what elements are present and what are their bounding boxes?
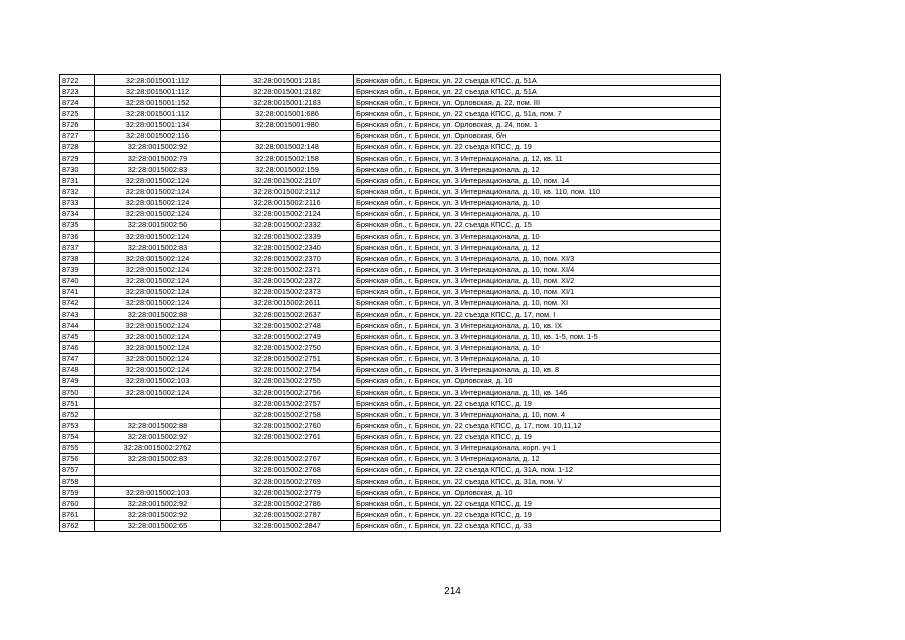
row-number-cell: 8750 bbox=[60, 386, 95, 397]
address-cell: Брянская обл., г. Брянск, ул. 22 съезда КПСС, д. 51А bbox=[354, 86, 721, 97]
address-cell: Брянская обл., г. Брянск, ул. 3 Интернационала, д. 10, кв. 8 bbox=[354, 364, 721, 375]
address-cell: Брянская обл., г. Брянск, ул. 3 Интернационала, д. 10, пом. 14 bbox=[354, 175, 721, 186]
address-cell: Брянская обл., г. Брянск, ул. 3 Интернационала, д. 10, кв. 110, пом. 110 bbox=[354, 186, 721, 197]
row-number-cell: 8753 bbox=[60, 420, 95, 431]
row-number-cell: 8743 bbox=[60, 308, 95, 319]
parcel-number-cell: 32:28:0015002:124 bbox=[95, 386, 221, 397]
row-number-cell: 8746 bbox=[60, 342, 95, 353]
address-cell: Брянская обл., г. Брянск, ул. 22 съезда КПСС, д. 19 bbox=[354, 509, 721, 520]
table-row bbox=[60, 342, 721, 353]
address-cell: Брянская обл., г. Брянск, ул. 3 Интернационала, д. 10, пом. 4 bbox=[354, 409, 721, 420]
object-number-cell: 32:28:0015002:2112 bbox=[221, 186, 354, 197]
object-number-cell bbox=[221, 130, 354, 141]
object-number-cell bbox=[221, 442, 354, 453]
row-number-cell: 8742 bbox=[60, 297, 95, 308]
row-number-cell: 8745 bbox=[60, 331, 95, 342]
row-number-cell: 8735 bbox=[60, 219, 95, 230]
address-cell: Брянская обл., г. Брянск, ул. 3 Интернационала, д. 12 bbox=[354, 453, 721, 464]
table-row bbox=[60, 119, 721, 130]
address-cell: Брянская обл., г. Брянск, ул. Орловская, д. 24, пом. 1 bbox=[354, 119, 721, 130]
address-cell: Брянская обл., г. Брянск, ул. 3 Интернационала, корп. уч 1 bbox=[354, 442, 721, 453]
object-number-cell: 32:28:0015002:2786 bbox=[221, 498, 354, 509]
parcel-number-cell: 32:28:0015001:112 bbox=[95, 86, 221, 97]
parcel-number-cell: 32:28:0015002:124 bbox=[95, 208, 221, 219]
address-cell: Брянская обл., г. Брянск, ул. 3 Интернационала, д. 12, кв. 11 bbox=[354, 152, 721, 163]
row-number-cell: 8737 bbox=[60, 242, 95, 253]
parcel-number-cell bbox=[95, 398, 221, 409]
table-body bbox=[60, 75, 721, 532]
address-cell: Брянская обл., г. Брянск, ул. 22 съезда КПСС, д. 17, пом. I bbox=[354, 308, 721, 319]
object-number-cell: 32:28:0015002:2373 bbox=[221, 286, 354, 297]
parcel-number-cell: 32:28:0015002:124 bbox=[95, 186, 221, 197]
address-cell: Брянская обл., г. Брянск, ул. 22 съезда КПСС, д. 19 bbox=[354, 498, 721, 509]
parcel-number-cell: 32:28:0015002:124 bbox=[95, 286, 221, 297]
parcel-number-cell: 32:28:0015001:112 bbox=[95, 75, 221, 86]
object-number-cell: 32:28:0015002:2757 bbox=[221, 398, 354, 409]
address-cell: Брянская обл., г. Брянск, ул. 22 съезда КПСС, д. 17, пом. 10,11,12 bbox=[354, 420, 721, 431]
address-cell: Брянская обл., г. Брянск, ул. 3 Интернационала, д. 10 bbox=[354, 208, 721, 219]
row-number-cell: 8757 bbox=[60, 464, 95, 475]
parcel-number-cell bbox=[95, 476, 221, 487]
address-cell: Брянская обл., г. Брянск, ул. 22 съезда КПСС, д. 31а, пом. V bbox=[354, 476, 721, 487]
parcel-number-cell: 32:28:0015002:124 bbox=[95, 353, 221, 364]
object-number-cell: 32:28:0015002:2339 bbox=[221, 230, 354, 241]
row-number-cell: 8759 bbox=[60, 487, 95, 498]
parcel-number-cell: 32:28:0015002:124 bbox=[95, 331, 221, 342]
address-cell: Брянская обл., г. Брянск, ул. 3 Интернационала, д. 10, пом. XI/2 bbox=[354, 275, 721, 286]
address-cell: Брянская обл., г. Брянск, ул. 3 Интернационала, д. 12 bbox=[354, 164, 721, 175]
object-number-cell: 32:28:0015001:2183 bbox=[221, 97, 354, 108]
table-row bbox=[60, 320, 721, 331]
object-number-cell: 32:28:0015002:2755 bbox=[221, 375, 354, 386]
row-number-cell: 8736 bbox=[60, 230, 95, 241]
parcel-number-cell: 32:28:0015002:92 bbox=[95, 141, 221, 152]
object-number-cell: 32:28:0015002:2756 bbox=[221, 386, 354, 397]
row-number-cell: 8762 bbox=[60, 520, 95, 531]
table-row bbox=[60, 164, 721, 175]
object-number-cell: 32:28:0015001:2181 bbox=[221, 75, 354, 86]
address-cell: Брянская обл., г. Брянск, ул. 3 Интернационала, д. 10, пом. XI/4 bbox=[354, 264, 721, 275]
table-row bbox=[60, 108, 721, 119]
parcel-number-cell: 32:28:0015002:2762 bbox=[95, 442, 221, 453]
table-row bbox=[60, 175, 721, 186]
object-number-cell: 32:28:0015002:2611 bbox=[221, 297, 354, 308]
row-number-cell: 8748 bbox=[60, 364, 95, 375]
row-number-cell: 8729 bbox=[60, 152, 95, 163]
row-number-cell: 8756 bbox=[60, 453, 95, 464]
table-row bbox=[60, 398, 721, 409]
row-number-cell: 8728 bbox=[60, 141, 95, 152]
object-number-cell: 32:28:0015002:2760 bbox=[221, 420, 354, 431]
parcel-number-cell bbox=[95, 409, 221, 420]
object-number-cell: 32:28:0015002:2749 bbox=[221, 331, 354, 342]
address-cell: Брянская обл., г. Брянск, ул. 3 Интернационала, д. 10, пом. XI/3 bbox=[354, 253, 721, 264]
object-number-cell: 32:28:0015002:2371 bbox=[221, 264, 354, 275]
object-number-cell: 32:28:0015002:2751 bbox=[221, 353, 354, 364]
object-number-cell: 32:28:0015002:2754 bbox=[221, 364, 354, 375]
row-number-cell: 8738 bbox=[60, 253, 95, 264]
address-cell: Брянская обл., г. Брянск, ул. 3 Интернационала, д. 10 bbox=[354, 342, 721, 353]
table-row bbox=[60, 297, 721, 308]
object-number-cell: 32:28:0015002:2370 bbox=[221, 253, 354, 264]
row-number-cell: 8754 bbox=[60, 431, 95, 442]
object-number-cell: 32:28:0015002:2767 bbox=[221, 453, 354, 464]
address-cell: Брянская обл., г. Брянск, ул. 22 съезда КПСС, д. 19 bbox=[354, 141, 721, 152]
parcel-number-cell: 32:28:0015001:134 bbox=[95, 119, 221, 130]
object-number-cell: 32:28:0015002:2847 bbox=[221, 520, 354, 531]
table-row bbox=[60, 75, 721, 86]
row-number-cell: 8740 bbox=[60, 275, 95, 286]
object-number-cell: 32:28:0015002:2332 bbox=[221, 219, 354, 230]
parcel-number-cell: 32:28:0015002:92 bbox=[95, 498, 221, 509]
parcel-number-cell: 32:28:0015002:124 bbox=[95, 197, 221, 208]
parcel-number-cell: 32:28:0015002:88 bbox=[95, 308, 221, 319]
parcel-number-cell: 32:28:0015002:124 bbox=[95, 175, 221, 186]
object-number-cell: 32:28:0015002:2340 bbox=[221, 242, 354, 253]
row-number-cell: 8726 bbox=[60, 119, 95, 130]
object-number-cell: 32:28:0015001:686 bbox=[221, 108, 354, 119]
table-row bbox=[60, 152, 721, 163]
table-row bbox=[60, 219, 721, 230]
object-number-cell: 32:28:0015002:2758 bbox=[221, 409, 354, 420]
table-row bbox=[60, 431, 721, 442]
object-number-cell: 32:28:0015002:2124 bbox=[221, 208, 354, 219]
address-cell: Брянская обл., г. Брянск, ул. 3 Интернационала, д. 10, пом. XI bbox=[354, 297, 721, 308]
table-row bbox=[60, 386, 721, 397]
row-number-cell: 8752 bbox=[60, 409, 95, 420]
property-registry-table bbox=[59, 74, 721, 532]
parcel-number-cell: 32:28:0015001:152 bbox=[95, 97, 221, 108]
parcel-number-cell: 32:28:0015002:116 bbox=[95, 130, 221, 141]
object-number-cell: 32:28:0015002:2750 bbox=[221, 342, 354, 353]
object-number-cell: 32:28:0015002:2637 bbox=[221, 308, 354, 319]
parcel-number-cell: 32:28:0015002:124 bbox=[95, 253, 221, 264]
row-number-cell: 8741 bbox=[60, 286, 95, 297]
address-cell: Брянская обл., г. Брянск, ул. 3 Интернационала, д. 10, кв. IX bbox=[354, 320, 721, 331]
table-row bbox=[60, 230, 721, 241]
row-number-cell: 8727 bbox=[60, 130, 95, 141]
object-number-cell: 32:28:0015001:980 bbox=[221, 119, 354, 130]
object-number-cell: 32:28:0015002:2372 bbox=[221, 275, 354, 286]
table-row bbox=[60, 186, 721, 197]
parcel-number-cell: 32:28:0015002:103 bbox=[95, 487, 221, 498]
parcel-number-cell: 32:28:0015002:124 bbox=[95, 297, 221, 308]
table-row bbox=[60, 364, 721, 375]
page-number: 214 bbox=[444, 586, 461, 597]
object-number-cell: 32:28:0015002:2761 bbox=[221, 431, 354, 442]
parcel-number-cell: 32:28:0015002:56 bbox=[95, 219, 221, 230]
table-row bbox=[60, 242, 721, 253]
table-row bbox=[60, 286, 721, 297]
table-row bbox=[60, 197, 721, 208]
table-row bbox=[60, 208, 721, 219]
address-cell: Брянская обл., г. Брянск, ул. 22 съезда КПСС, д. 51а, пом. 7 bbox=[354, 108, 721, 119]
row-number-cell: 8725 bbox=[60, 108, 95, 119]
row-number-cell: 8758 bbox=[60, 476, 95, 487]
table-row bbox=[60, 86, 721, 97]
parcel-number-cell: 32:28:0015002:124 bbox=[95, 275, 221, 286]
address-cell: Брянская обл., г. Брянск, ул. Орловская, д. 22, пом. III bbox=[354, 97, 721, 108]
parcel-number-cell: 32:28:0015002:124 bbox=[95, 264, 221, 275]
row-number-cell: 8733 bbox=[60, 197, 95, 208]
address-cell: Брянская обл., г. Брянск, ул. 3 Интернационала, д. 10, пом. XI/1 bbox=[354, 286, 721, 297]
table-row bbox=[60, 130, 721, 141]
table-row bbox=[60, 308, 721, 319]
parcel-number-cell: 32:28:0015002:83 bbox=[95, 242, 221, 253]
document-table-container bbox=[59, 74, 721, 532]
row-number-cell: 8731 bbox=[60, 175, 95, 186]
table-row bbox=[60, 264, 721, 275]
object-number-cell: 32:28:0015002:158 bbox=[221, 152, 354, 163]
row-number-cell: 8749 bbox=[60, 375, 95, 386]
parcel-number-cell: 32:28:0015002:88 bbox=[95, 420, 221, 431]
table-row bbox=[60, 420, 721, 431]
object-number-cell: 32:28:0015002:2748 bbox=[221, 320, 354, 331]
row-number-cell: 8751 bbox=[60, 398, 95, 409]
row-number-cell: 8747 bbox=[60, 353, 95, 364]
object-number-cell: 32:28:0015002:148 bbox=[221, 141, 354, 152]
object-number-cell: 32:28:0015002:159 bbox=[221, 164, 354, 175]
table-row bbox=[60, 487, 721, 498]
table-row bbox=[60, 509, 721, 520]
object-number-cell: 32:28:0015001:2182 bbox=[221, 86, 354, 97]
address-cell: Брянская обл., г. Брянск, ул. 22 съезда КПСС, д. 15 bbox=[354, 219, 721, 230]
address-cell: Брянская обл., г. Брянск, ул. 3 Интернационала, д. 10, кв. 146 bbox=[354, 386, 721, 397]
address-cell: Брянская обл., г. Брянск, ул. 22 съезда КПСС, д. 19 bbox=[354, 398, 721, 409]
parcel-number-cell: 32:28:0015002:124 bbox=[95, 320, 221, 331]
row-number-cell: 8744 bbox=[60, 320, 95, 331]
table-row bbox=[60, 141, 721, 152]
address-cell: Брянская обл., г. Брянск, ул. Орловская, б/н bbox=[354, 130, 721, 141]
parcel-number-cell: 32:28:0015001:112 bbox=[95, 108, 221, 119]
row-number-cell: 8724 bbox=[60, 97, 95, 108]
table-row bbox=[60, 353, 721, 364]
address-cell: Брянская обл., г. Брянск, ул. 22 съезда КПСС, д. 31А, пом. 1-12 bbox=[354, 464, 721, 475]
row-number-cell: 8760 bbox=[60, 498, 95, 509]
address-cell: Брянская обл., г. Брянск, ул. 3 Интернационала, д. 10 bbox=[354, 197, 721, 208]
table-row bbox=[60, 253, 721, 264]
address-cell: Брянская обл., г. Брянск, ул. 22 съезда КПСС, д. 33 bbox=[354, 520, 721, 531]
parcel-number-cell: 32:28:0015002:92 bbox=[95, 431, 221, 442]
table-row bbox=[60, 331, 721, 342]
object-number-cell: 32:28:0015002:2768 bbox=[221, 464, 354, 475]
parcel-number-cell: 32:28:0015002:103 bbox=[95, 375, 221, 386]
row-number-cell: 8723 bbox=[60, 86, 95, 97]
object-number-cell: 32:28:0015002:2769 bbox=[221, 476, 354, 487]
table-row bbox=[60, 464, 721, 475]
parcel-number-cell: 32:28:0015002:65 bbox=[95, 520, 221, 531]
address-cell: Брянская обл., г. Брянск, ул. 22 съезда КПСС, д. 51А bbox=[354, 75, 721, 86]
parcel-number-cell: 32:28:0015002:124 bbox=[95, 230, 221, 241]
row-number-cell: 8755 bbox=[60, 442, 95, 453]
table-row bbox=[60, 375, 721, 386]
address-cell: Брянская обл., г. Брянск, ул. 3 Интернационала, д. 10, кв. 1-5, пом. 1-5 bbox=[354, 331, 721, 342]
row-number-cell: 8730 bbox=[60, 164, 95, 175]
table-row bbox=[60, 275, 721, 286]
parcel-number-cell: 32:28:0015002:124 bbox=[95, 364, 221, 375]
address-cell: Брянская обл., г. Брянск, ул. Орловская, д. 10 bbox=[354, 375, 721, 386]
table-row bbox=[60, 442, 721, 453]
table-row bbox=[60, 476, 721, 487]
object-number-cell: 32:28:0015002:2116 bbox=[221, 197, 354, 208]
object-number-cell: 32:28:0015002:2787 bbox=[221, 509, 354, 520]
row-number-cell: 8722 bbox=[60, 75, 95, 86]
address-cell: Брянская обл., г. Брянск, ул. Орловская, д. 10 bbox=[354, 487, 721, 498]
table-row bbox=[60, 498, 721, 509]
address-cell: Брянская обл., г. Брянск, ул. 3 Интернационала, д. 10 bbox=[354, 353, 721, 364]
row-number-cell: 8732 bbox=[60, 186, 95, 197]
row-number-cell: 8739 bbox=[60, 264, 95, 275]
parcel-number-cell: 32:28:0015002:92 bbox=[95, 509, 221, 520]
parcel-number-cell: 32:28:0015002:83 bbox=[95, 164, 221, 175]
object-number-cell: 32:28:0015002:2107 bbox=[221, 175, 354, 186]
row-number-cell: 8761 bbox=[60, 509, 95, 520]
address-cell: Брянская обл., г. Брянск, ул. 3 Интернационала, д. 10 bbox=[354, 230, 721, 241]
row-number-cell: 8734 bbox=[60, 208, 95, 219]
table-row bbox=[60, 409, 721, 420]
parcel-number-cell: 32:28:0015002:83 bbox=[95, 453, 221, 464]
table-row bbox=[60, 453, 721, 464]
table-row bbox=[60, 520, 721, 531]
address-cell: Брянская обл., г. Брянск, ул. 22 съезда КПСС, д. 19 bbox=[354, 431, 721, 442]
parcel-number-cell: 32:28:0015002:124 bbox=[95, 342, 221, 353]
table-row bbox=[60, 97, 721, 108]
parcel-number-cell bbox=[95, 464, 221, 475]
address-cell: Брянская обл., г. Брянск, ул. 3 Интернационала, д. 12 bbox=[354, 242, 721, 253]
parcel-number-cell: 32:28:0015002:79 bbox=[95, 152, 221, 163]
object-number-cell: 32:28:0015002:2779 bbox=[221, 487, 354, 498]
